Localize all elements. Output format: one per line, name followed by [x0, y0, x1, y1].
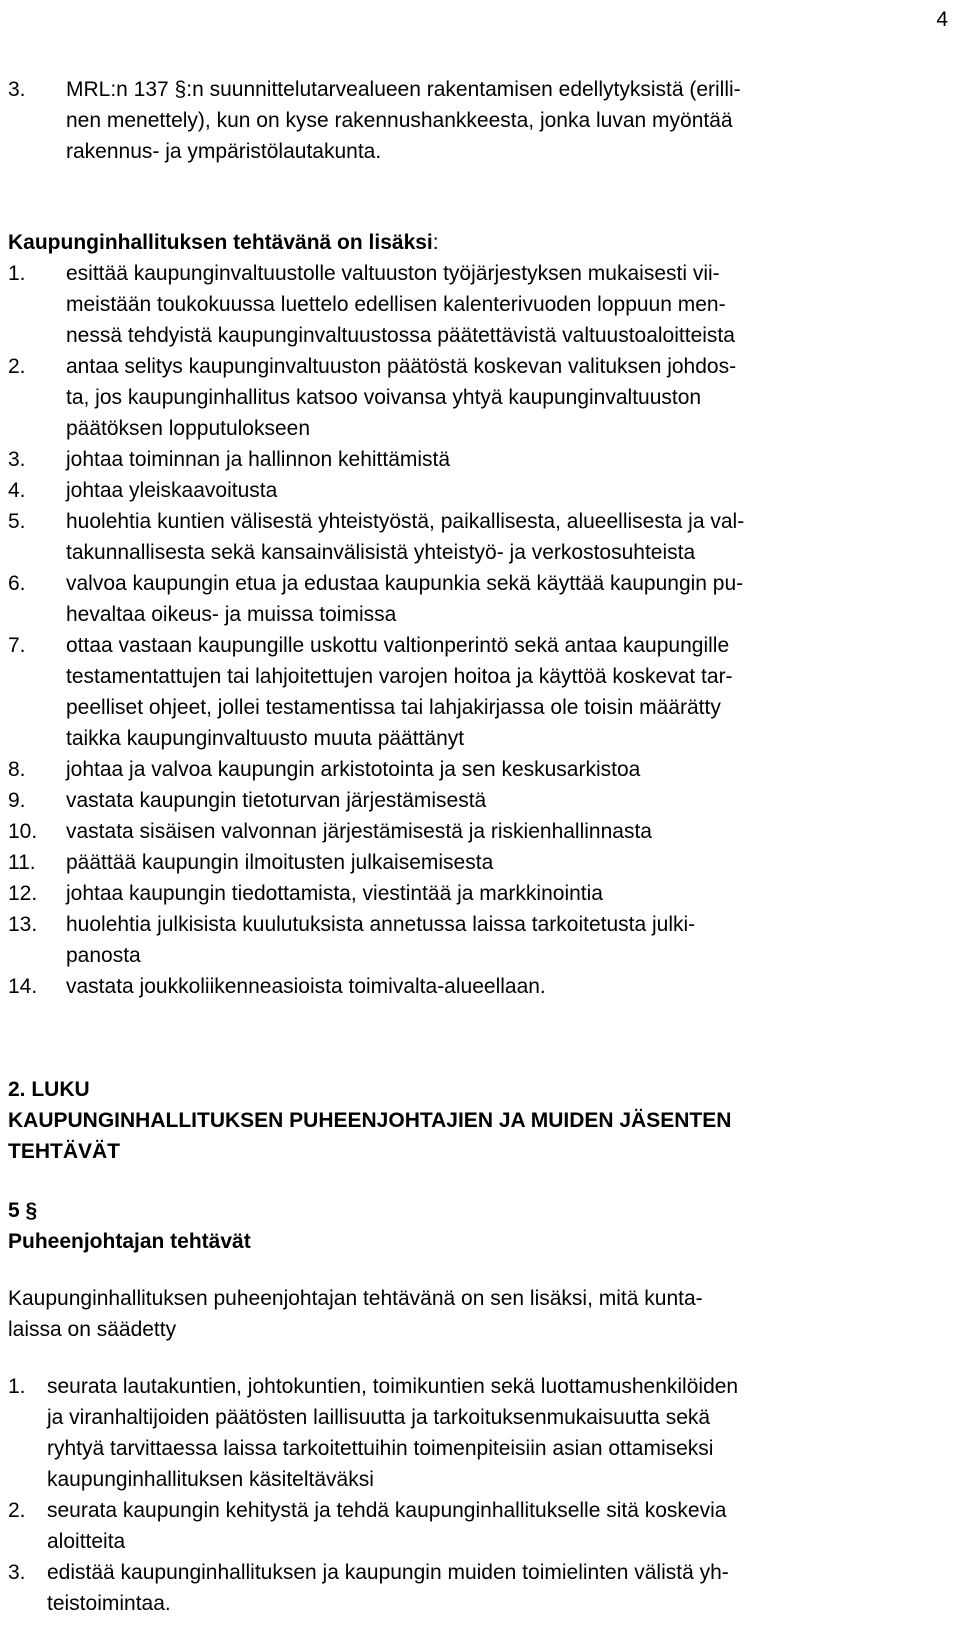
item-text: edistää kaupunginhallituksen ja kaupungin muiden toimielinten välistä yh- teistoimintaa.: [47, 1561, 729, 1615]
list-item: [8, 754, 938, 785]
list-item: [8, 258, 938, 351]
item-number: 7.: [8, 634, 26, 657]
list-item: [8, 1557, 938, 1619]
item-text: esittää kaupunginvaltuustolle valtuuston työjärjestyksen mukaisesti vii- meistään toukokuussa luettelo edellisen kalenterivuoden loppuun men- nessä tehdyistä kaupunginvaltuustossa päätettävistä valtuustoaloitteista: [66, 262, 735, 347]
item-number: 3.: [8, 78, 26, 101]
list-item: [8, 74, 938, 167]
item-text: johtaa yleiskaavoitusta: [66, 479, 278, 502]
item-text: antaa selitys kaupunginvaltuuston päätöstä koskevan valituksen johdos- ta, jos kaupunginhallitus katsoo voivansa yhtyä kaupunginvaltuuston päätöksen lopputulokseen: [66, 355, 737, 440]
item-number: 6.: [8, 572, 26, 595]
list-item: [8, 816, 938, 847]
list-item: [8, 878, 938, 909]
section-title: Puheenjohtajan tehtävät: [8, 1230, 251, 1253]
chair-duties-list: [8, 1371, 938, 1619]
list-item: [8, 971, 938, 1002]
item-text: johtaa kaupungin tiedottamista, viestintää ja markkinointia: [66, 882, 603, 905]
item-number: 8.: [8, 758, 26, 781]
item-text: huolehtia julkisista kuulutuksista annetussa laissa tarkoitetusta julki- panosta: [66, 913, 696, 967]
list-item: [8, 785, 938, 816]
item-text: ottaa vastaan kaupungille uskottu valtionperintö sekä antaa kaupungille testamentattujen tai lahjoitettujen varojen hoitoa ja käyttöä koskevat tar- peelliset ohjeet, jollei testamentissa tai lahjakirjassa ole toisin määrätty taikka kaupunginvaltuusto muuta päättänyt: [66, 634, 733, 750]
item-text: [66, 74, 938, 167]
item-number: 2.: [8, 1499, 26, 1522]
item-number: 12.: [8, 882, 38, 905]
intro-paragraph: Kaupunginhallituksen puheenjohtajan tehtävänä on sen lisäksi, mitä kunta- laissa on säädetty: [8, 1287, 703, 1341]
item-number: 4.: [8, 479, 26, 502]
duties-list: [8, 258, 938, 1002]
list-item: [8, 847, 938, 878]
list-item: [8, 909, 938, 971]
chapter-title-line: KAUPUNGINHALLITUKSEN PUHEENJOHTAJIEN JA MUIDEN JÄSENTEN: [8, 1109, 732, 1132]
text-line: rakennus- ja ympäristölautakunta.: [66, 140, 382, 163]
item-number: 1.: [8, 1375, 26, 1398]
item-text: vastata sisäisen valvonnan järjestämisestä ja riskienhallinnasta: [66, 820, 652, 843]
list-item: [8, 1371, 938, 1495]
item-number: 14.: [8, 975, 38, 998]
item-text: johtaa toiminnan ja hallinnon kehittämistä: [66, 448, 451, 471]
text-line: MRL:n 137 §:n suunnittelutarvealueen rakentamisen edellytyksistä (erilli-: [66, 78, 741, 101]
chapter-number: 2. LUKU: [8, 1078, 90, 1101]
item-text: vastata joukkoliikenneasioista toimivalta-alueellaan.: [66, 975, 546, 998]
item-number: 9.: [8, 789, 26, 812]
item-text: valvoa kaupungin etua ja edustaa kaupunkia sekä käyttää kaupungin pu- hevaltaa oikeus- ja muissa toimissa: [66, 572, 744, 626]
item-text: huolehtia kuntien välisestä yhteistyöstä, paikallisesta, alueellisesta ja val- takunnallisesta sekä kansainvälisistä yhteistyö- ja verkostosuhteista: [66, 510, 745, 564]
list-item: [8, 630, 938, 754]
chapter-title-line: TEHTÄVÄT: [8, 1140, 120, 1163]
item-text: johtaa ja valvoa kaupungin arkistotointa ja sen keskusarkistoa: [66, 758, 641, 781]
list-item: [8, 568, 938, 630]
item-text: seurata kaupungin kehitystä ja tehdä kaupunginhallitukselle sitä koskevia aloitteita: [47, 1499, 727, 1553]
section-heading: Kaupunginhallituksen tehtävänä on lisäksi:: [8, 231, 439, 254]
item-number: 3.: [8, 448, 26, 471]
item-number: 10.: [8, 820, 38, 843]
item-number: 5.: [8, 510, 26, 533]
list-item: [8, 475, 938, 506]
item-number: 1.: [8, 262, 26, 285]
item-text: seurata lautakuntien, johtokuntien, toimikuntien sekä luottamushenkilöiden ja viranhaltijoiden päätösten laillisuutta ja tarkoituksenmukaisuutta sekä ryhtyä tarvittaessa laissa tarkoitettuihin toimenpiteisiin asian ottamiseksi kaupunginhallituksen käsiteltäväksi: [47, 1375, 739, 1491]
list-item: [8, 351, 938, 444]
list-item: [8, 1495, 938, 1557]
list-item: [8, 444, 938, 475]
text-line: nen menettely), kun on kyse rakennushankkeesta, jonka luvan myöntää: [66, 109, 733, 132]
item-number: 13.: [8, 913, 38, 936]
document-body: [8, 74, 938, 1619]
page-number: 4: [936, 8, 948, 31]
item-text: vastata kaupungin tietoturvan järjestämisestä: [66, 789, 487, 812]
item-number: 2.: [8, 355, 26, 378]
item-number: 11.: [8, 851, 36, 874]
section-label: 5 §: [8, 1199, 38, 1222]
item-text: päättää kaupungin ilmoitusten julkaisemisesta: [66, 851, 494, 874]
item-number: 3.: [8, 1561, 26, 1584]
list-item: [8, 506, 938, 568]
